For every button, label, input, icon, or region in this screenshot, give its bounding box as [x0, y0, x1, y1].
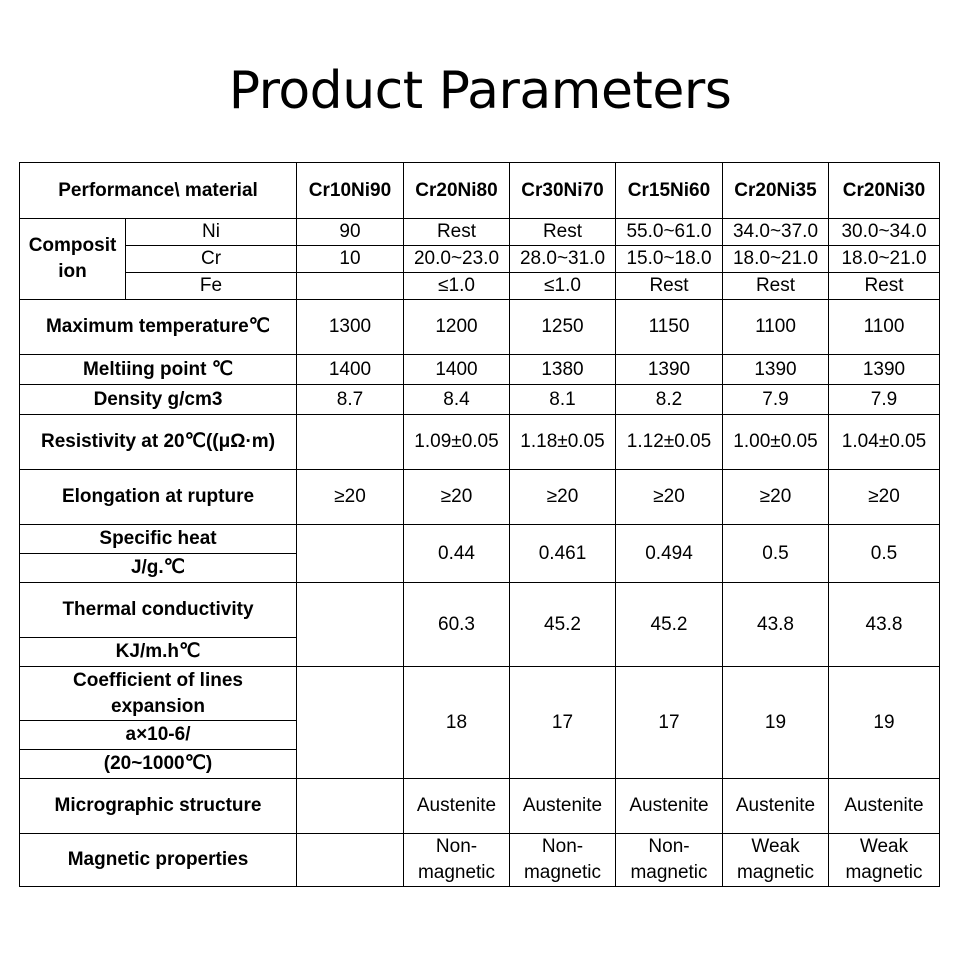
table-cell: 55.0~61.0	[616, 219, 723, 246]
table-cell: 8.1	[510, 385, 616, 415]
table-cell: ≤1.0	[404, 273, 510, 300]
cell-line: magnetic	[417, 862, 496, 883]
table-cell: 0.5	[723, 525, 829, 583]
table-cell: Rest	[404, 219, 510, 246]
table-cell: 90	[297, 219, 404, 246]
cell-line: Weak	[751, 836, 800, 857]
table-cell	[723, 834, 829, 887]
table-cell: 1400	[404, 355, 510, 385]
table-cell: ≥20	[297, 470, 404, 525]
table-cell: 45.2	[510, 583, 616, 667]
table-cell: 1380	[510, 355, 616, 385]
table-cell: 1250	[510, 300, 616, 355]
table-cell: 18.0~21.0	[829, 246, 940, 273]
table-cell: 1.09±0.05	[404, 415, 510, 470]
composition-row-ni	[20, 219, 940, 246]
parameters-table	[19, 162, 940, 887]
table-cell: 17	[510, 667, 616, 779]
table-cell: Rest	[723, 273, 829, 300]
cell-line: magnetic	[845, 862, 923, 883]
element-label: Cr	[126, 246, 297, 273]
table-cell: 34.0~37.0	[723, 219, 829, 246]
expansion-row	[20, 667, 940, 721]
material-header: Cr20Ni80	[404, 163, 510, 219]
row-unit-label: a×10-6/	[20, 721, 297, 750]
table-cell: 60.3	[404, 583, 510, 667]
magnetic-row	[20, 834, 940, 887]
table-cell: ≥20	[829, 470, 940, 525]
table-cell	[297, 273, 404, 300]
table-cell	[297, 583, 404, 667]
cell-line: Weak	[859, 836, 909, 857]
table-cell: 1390	[723, 355, 829, 385]
table-cell: 20.0~23.0	[404, 246, 510, 273]
table-cell: 1150	[616, 300, 723, 355]
table-cell: 8.7	[297, 385, 404, 415]
table-cell: 10	[297, 246, 404, 273]
specific-heat-row	[20, 525, 940, 554]
table-cell: Austenite	[510, 779, 616, 834]
table-cell: 8.4	[404, 385, 510, 415]
thermal-row	[20, 583, 940, 638]
table-cell: Rest	[510, 219, 616, 246]
table-cell: 1.00±0.05	[723, 415, 829, 470]
cell-line: magnetic	[736, 862, 815, 883]
table-cell: 1390	[616, 355, 723, 385]
row-label: Resistivity at 20℃((μΩ·m)	[20, 415, 297, 470]
table-cell: ≥20	[723, 470, 829, 525]
table-cell: ≥20	[510, 470, 616, 525]
table-cell: Austenite	[723, 779, 829, 834]
table-cell: 1100	[829, 300, 940, 355]
row-label-line: expansion	[111, 695, 205, 717]
table-cell: 45.2	[616, 583, 723, 667]
row-label-line: Coefficient of lines	[73, 669, 243, 691]
material-header: Cr20Ni35	[723, 163, 829, 219]
row-unit-label: J/g.℃	[20, 554, 297, 583]
table-cell: 0.461	[510, 525, 616, 583]
density-row	[20, 385, 940, 415]
row-label: Micrographic structure	[20, 779, 297, 834]
table-cell	[404, 834, 510, 887]
micrographic-row	[20, 779, 940, 834]
row-label: Density g/cm3	[20, 385, 297, 415]
table-cell: 19	[829, 667, 940, 779]
table-cell: 0.5	[829, 525, 940, 583]
row-unit-label: KJ/m.h℃	[20, 638, 297, 667]
table-cell: ≤1.0	[510, 273, 616, 300]
table-cell	[510, 834, 616, 887]
cell-line: Non-	[435, 836, 478, 857]
table-cell: Rest	[616, 273, 723, 300]
row-label	[20, 667, 297, 721]
max-temp-row	[20, 300, 940, 355]
table-cell: 18	[404, 667, 510, 779]
table-cell: 8.2	[616, 385, 723, 415]
composition-row-fe	[20, 273, 940, 300]
table-cell: 1.12±0.05	[616, 415, 723, 470]
table-cell: 1.04±0.05	[829, 415, 940, 470]
table-cell: 7.9	[723, 385, 829, 415]
table-cell: 15.0~18.0	[616, 246, 723, 273]
page-title: Product Parameters	[228, 61, 732, 121]
table-cell: 1200	[404, 300, 510, 355]
element-label: Fe	[126, 273, 297, 300]
material-header: Cr20Ni30	[829, 163, 940, 219]
table-cell: 1400	[297, 355, 404, 385]
table-cell	[616, 834, 723, 887]
cell-line: magnetic	[630, 862, 708, 883]
table-cell: 7.9	[829, 385, 940, 415]
table-cell: 18.0~21.0	[723, 246, 829, 273]
table-cell: 43.8	[723, 583, 829, 667]
row-label: Meltiing point ℃	[20, 355, 297, 385]
table-cell	[297, 525, 404, 583]
composition-label: Composit ion	[20, 219, 126, 300]
table-cell	[829, 834, 940, 887]
table-cell: Austenite	[616, 779, 723, 834]
row-label: Thermal conductivity	[20, 583, 297, 638]
row-label: Elongation at rupture	[20, 470, 297, 525]
table-cell	[297, 834, 404, 887]
table-cell: 1100	[723, 300, 829, 355]
table-cell: 19	[723, 667, 829, 779]
composition-row-cr	[20, 246, 940, 273]
table-cell: 0.44	[404, 525, 510, 583]
row-label: Magnetic properties	[20, 834, 297, 887]
cell-line: Non-	[648, 836, 690, 857]
table-cell: 17	[616, 667, 723, 779]
table-cell: 30.0~34.0	[829, 219, 940, 246]
table-cell	[297, 779, 404, 834]
table-cell: ≥20	[404, 470, 510, 525]
cell-line: magnetic	[523, 862, 602, 883]
table-cell: 28.0~31.0	[510, 246, 616, 273]
material-header: Cr10Ni90	[297, 163, 404, 219]
table-cell: 0.494	[616, 525, 723, 583]
corner-header: Performance\ material	[20, 163, 297, 219]
elongation-row	[20, 470, 940, 525]
element-label: Ni	[126, 219, 297, 246]
resistivity-row	[20, 415, 940, 470]
table-cell: Rest	[829, 273, 940, 300]
table-cell: 1300	[297, 300, 404, 355]
table-cell: Austenite	[404, 779, 510, 834]
table-cell: ≥20	[616, 470, 723, 525]
table-cell: 43.8	[829, 583, 940, 667]
table-cell	[297, 415, 404, 470]
material-header: Cr15Ni60	[616, 163, 723, 219]
cell-line: Non-	[541, 836, 584, 857]
material-header: Cr30Ni70	[510, 163, 616, 219]
table-cell: Austenite	[829, 779, 940, 834]
melting-row	[20, 355, 940, 385]
row-label: Maximum temperature℃	[20, 300, 297, 355]
table-cell	[297, 667, 404, 779]
table-cell: 1.18±0.05	[510, 415, 616, 470]
row-label: Specific heat	[20, 525, 297, 554]
table-cell: 1390	[829, 355, 940, 385]
header-row	[20, 163, 940, 219]
row-unit-label: (20~1000℃)	[20, 750, 297, 779]
